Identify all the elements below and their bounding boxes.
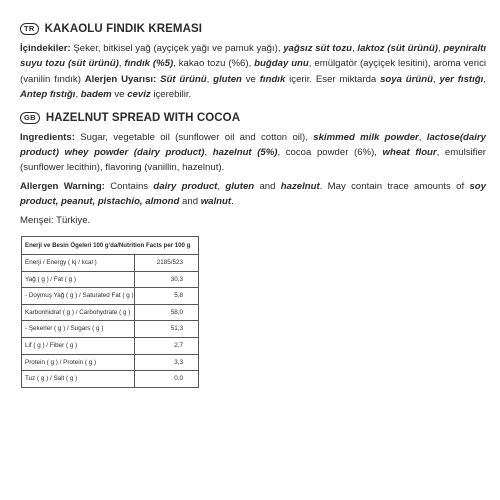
nutrient-label: Tuz ( g ) / Salt ( g ) [22, 371, 135, 387]
text-run: , kakao tozu (%6), [173, 58, 255, 70]
allergen-term: gluten [213, 73, 242, 85]
allergen-term: walnut [200, 196, 232, 208]
gb-heading [20, 109, 486, 127]
table-row [22, 370, 198, 387]
text-run: , [437, 43, 444, 54]
nutrient-label: Yağ ( g ) / Fat ( g ) [22, 272, 135, 288]
table-row [22, 271, 198, 288]
text-run: Contains [104, 180, 154, 192]
allergen-term: soy product, peanut, pistachio, almond [20, 180, 486, 208]
nutrient-value: 3,3 [174, 358, 183, 366]
text-run: Şeker, bitkisel yağ (ayçiçek yağı ve pamuk yağı), [70, 43, 284, 54]
allergen-term: badem [80, 89, 112, 101]
gb-ingredients-label: Ingredients: [20, 131, 75, 143]
text-run: , [206, 73, 214, 85]
allergen-term: fındık (%5) [124, 58, 174, 70]
nutrient-label: Lif ( g ) / Fiber ( g ) [22, 338, 135, 354]
allergen-term: buğday unu [254, 58, 309, 70]
text-run: , emülgatör (ayçiçek lesitini), aroma verici (vanilin fındık) [20, 58, 486, 85]
tr-product-title: KAKAOLU FINDIK KREMASI [44, 23, 203, 35]
gb-allergen-label: Allergen Warning: [20, 180, 105, 192]
tr-allergen-label: Alerjen Uyarısı: [84, 73, 157, 85]
table-row [22, 337, 198, 354]
allergen-term: laktoz (süt ürünü) [357, 43, 438, 54]
text-run: içerir. Eser miktarda [285, 73, 381, 85]
nutrient-value: 58,0 [170, 308, 183, 316]
gb-language-badge: GB [20, 112, 40, 124]
gb-product-title: HAZELNUT SPREAD WITH COCOA [45, 111, 241, 124]
tr-ingredients-paragraph [20, 41, 486, 103]
table-row [22, 254, 198, 271]
allergen-term: Süt ürünü [160, 73, 207, 85]
allergen-term: hazelnut (5%) [212, 147, 278, 159]
gb-ingredients-paragraph [20, 130, 486, 176]
text-run: , [118, 58, 125, 70]
text-run: . [231, 196, 234, 208]
allergen-term: wheat flour [382, 147, 437, 159]
nutrient-label: Enerji / Energy ( kj / kcal ) [22, 255, 135, 271]
text-run: , [204, 147, 213, 159]
nutrient-label: - Doymuş Yağ ( g ) / Saturated Fat ( g ) [22, 288, 135, 304]
text-run: ve [241, 73, 260, 85]
text-run: , [432, 73, 440, 85]
text-run: . May contain trace amounts of [319, 180, 470, 192]
text-run: , [352, 43, 358, 54]
nutrient-label: Protein ( g ) / Protein ( g ) [22, 355, 135, 371]
table-row [22, 287, 198, 304]
nutrient-label: - Şekerler ( g ) / Sugars ( g ) [22, 321, 135, 337]
allergen-term: peyniraltı suyu tozu (süt ürünü) [20, 43, 486, 70]
gb-allergen-paragraph [20, 179, 486, 210]
nutrition-table-header: Enerji ve Besin Ögeleri 100 g'da/Nutrition Facts per 100 g [25, 242, 191, 249]
nutrient-value: 51,3 [170, 325, 183, 333]
allergen-term: ceviz [127, 89, 151, 101]
nutrient-value: 30,3 [170, 275, 183, 283]
allergen-term: yağsız süt tozu [283, 43, 353, 54]
nutrient-value: 0,0 [174, 375, 183, 383]
allergen-term: Antep fıstığı [20, 89, 76, 101]
tr-language-badge: TR [20, 23, 39, 35]
nutrition-table [21, 236, 199, 388]
origin-line: Menşei: Türkiye. [20, 214, 91, 226]
table-row [22, 304, 198, 321]
text-run: içerebilir. [150, 89, 192, 101]
table-row [22, 354, 198, 371]
label-document [20, 20, 486, 228]
allergen-term: hazelnut [280, 180, 320, 192]
allergen-term: lactose(dairy product) whey powder (dairy product) [20, 131, 486, 159]
text-run: and [254, 180, 281, 192]
allergen-term: fındık [259, 73, 286, 85]
text-run: ve [111, 89, 128, 101]
nutrient-value: 5,8 [174, 292, 183, 300]
text-run: , [418, 131, 427, 143]
nutrient-label: Karbonhidrat ( g ) / Carbohydrate ( g ) [22, 305, 135, 321]
text-run: , cocoa powder (6%), [277, 147, 383, 159]
nutrient-value: 2185/523 [156, 259, 183, 266]
nutrient-value: 2,7 [174, 341, 183, 349]
text-run: and [179, 196, 201, 208]
text-run: , [483, 73, 486, 85]
allergen-term: skimmed milk powder [313, 131, 419, 143]
allergen-term: dairy product [153, 180, 218, 192]
tr-heading [20, 20, 486, 38]
text-run: , [217, 180, 226, 192]
allergen-term: yer fıstığı [439, 73, 484, 85]
allergen-term: gluten [225, 180, 255, 192]
allergen-term: soya ürünü [380, 73, 433, 85]
tr-ingredients-label: İçindekiler: [20, 43, 71, 54]
text-run: , emulsifier (sunflower lecithin), flavoring (vanillin, hazelnut). [20, 147, 486, 174]
text-run: Sugar, vegetable oil (sunflower oil and cotton oil), [74, 131, 314, 143]
text-run: , [75, 89, 81, 101]
table-row [22, 320, 198, 337]
